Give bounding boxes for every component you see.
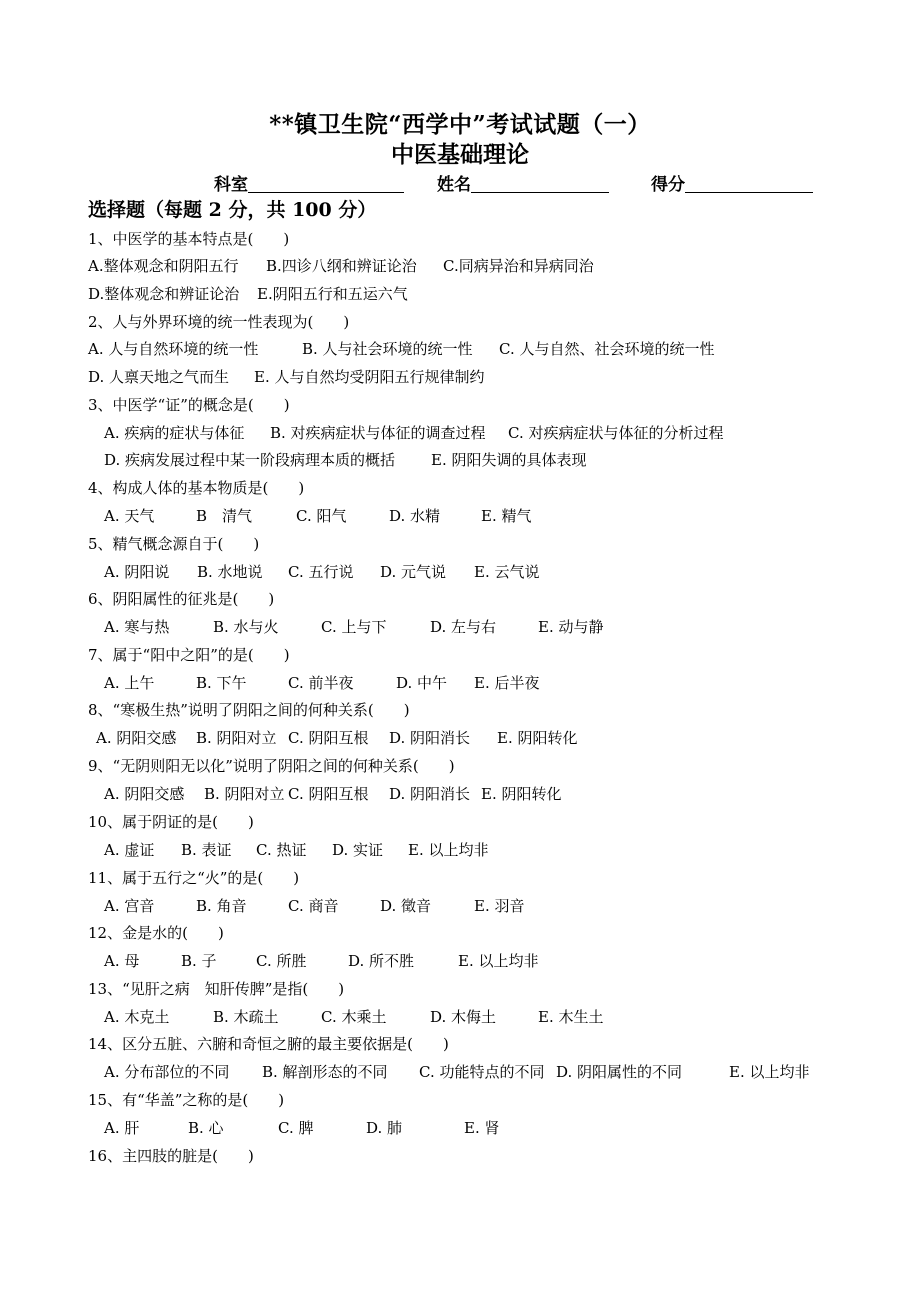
option-5-e[interactable]: E. 云气说	[474, 563, 540, 581]
option-10-b[interactable]: B. 表证	[181, 841, 232, 859]
option-14-b[interactable]: B. 解剖形态的不同	[262, 1063, 388, 1081]
question-stem-7: 7、属于“阳中之阳”的是( )	[88, 646, 290, 664]
option-7-a[interactable]: A. 上午	[104, 674, 155, 692]
score-label: 得分	[651, 175, 685, 195]
option-14-c[interactable]: C. 功能特点的不同	[419, 1063, 545, 1081]
question-stem-3: 3、中医学“证”的概念是( )	[88, 396, 290, 414]
option-7-b[interactable]: B. 下午	[196, 674, 247, 692]
option-9-c[interactable]: C. 阴阳互根	[288, 785, 369, 803]
name-label: 姓名	[437, 175, 471, 195]
option-10-c[interactable]: C. 热证	[256, 841, 307, 859]
option-6-b[interactable]: B. 水与火	[213, 618, 279, 636]
question-stem-8: 8、“寒极生热”说明了阴阳之间的何种关系( )	[88, 701, 410, 719]
option-9-e[interactable]: E. 阴阳转化	[481, 785, 562, 803]
option-4-e[interactable]: E. 精气	[481, 507, 532, 525]
option-14-a[interactable]: A. 分布部位的不同	[104, 1063, 230, 1081]
option-10-a[interactable]: A. 虚证	[104, 841, 155, 859]
option-6-a[interactable]: A. 寒与热	[104, 618, 170, 636]
option-13-e[interactable]: E. 木生土	[538, 1008, 604, 1026]
option-13-a[interactable]: A. 木克土	[104, 1008, 170, 1026]
name-field	[437, 170, 609, 195]
option-11-c[interactable]: C. 商音	[288, 897, 339, 915]
option-13-d[interactable]: D. 木侮土	[430, 1008, 497, 1026]
question-stem-12: 12、金是水的( )	[88, 924, 224, 942]
option-4-c[interactable]: C. 阳气	[296, 507, 347, 525]
option-15-d[interactable]: D. 肺	[366, 1119, 403, 1137]
option-2-c[interactable]: C. 人与自然、社会环境的统一性	[499, 340, 715, 358]
option-11-a[interactable]: A. 宫音	[104, 897, 155, 915]
question-stem-1: 1、中医学的基本特点是( )	[88, 230, 290, 248]
option-8-a[interactable]: A. 阴阳交感	[96, 729, 177, 747]
option-8-c[interactable]: C. 阴阳互根	[288, 729, 369, 747]
option-4-d[interactable]: D. 水精	[389, 507, 441, 525]
option-2-a[interactable]: A. 人与自然环境的统一性	[88, 340, 259, 358]
option-6-e[interactable]: E. 动与静	[538, 618, 604, 636]
option-5-d[interactable]: D. 元气说	[380, 563, 447, 581]
option-8-b[interactable]: B. 阴阳对立	[196, 729, 277, 747]
option-7-e[interactable]: E. 后半夜	[474, 674, 540, 692]
option-7-d[interactable]: D. 中午	[396, 674, 448, 692]
option-10-d[interactable]: D. 实证	[332, 841, 384, 859]
option-3-d[interactable]: D. 疾病发展过程中某一阶段病理本质的概括	[104, 451, 396, 469]
option-1-d[interactable]: D.整体观念和辨证论治	[88, 285, 240, 303]
option-12-d[interactable]: D. 所不胜	[348, 952, 415, 970]
name-blank[interactable]	[471, 174, 609, 193]
option-13-c[interactable]: C. 木乘土	[321, 1008, 387, 1026]
option-6-c[interactable]: C. 上与下	[321, 618, 387, 636]
option-1-c[interactable]: C.同病异治和异病同治	[443, 257, 594, 275]
option-8-e[interactable]: E. 阴阳转化	[497, 729, 578, 747]
score-field	[651, 170, 813, 195]
dept-blank[interactable]	[248, 174, 404, 193]
option-1-b[interactable]: B.四诊八纲和辨证论治	[266, 257, 417, 275]
option-8-d[interactable]: D. 阴阳消长	[389, 729, 471, 747]
option-12-c[interactable]: C. 所胜	[256, 952, 307, 970]
option-10-e[interactable]: E. 以上均非	[408, 841, 489, 859]
option-15-e[interactable]: E. 肾	[464, 1119, 500, 1137]
option-7-c[interactable]: C. 前半夜	[288, 674, 354, 692]
section-title: 选择题（每题 2 分，共 100 分）	[88, 199, 377, 221]
question-stem-5: 5、精气概念源自于( )	[88, 535, 260, 553]
option-4-a[interactable]: A. 天气	[104, 507, 155, 525]
option-9-a[interactable]: A. 阴阳交感	[104, 785, 185, 803]
option-12-b[interactable]: B. 子	[181, 952, 217, 970]
option-9-b[interactable]: B. 阴阳对立	[204, 785, 285, 803]
option-14-e[interactable]: E. 以上均非	[729, 1063, 810, 1081]
question-stem-15: 15、有“华盖”之称的是( )	[88, 1091, 285, 1109]
question-stem-14: 14、区分五脏、六腑和奇恒之腑的最主要依据是( )	[88, 1035, 449, 1053]
option-5-a[interactable]: A. 阴阳说	[104, 563, 170, 581]
question-stem-10: 10、属于阴证的是( )	[88, 813, 254, 831]
question-stem-13: 13、“见肝之病 知肝传脾”是指( )	[88, 980, 345, 998]
option-13-b[interactable]: B. 木疏土	[213, 1008, 279, 1026]
question-stem-2: 2、人与外界环境的统一性表现为( )	[88, 313, 350, 331]
option-2-e[interactable]: E. 人与自然均受阴阳五行规律制约	[254, 368, 485, 386]
option-2-d[interactable]: D. 人禀天地之气而生	[88, 368, 230, 386]
dept-field	[214, 170, 404, 195]
option-11-d[interactable]: D. 徵音	[380, 897, 432, 915]
question-stem-16: 16、主四肢的脏是( )	[88, 1147, 254, 1165]
option-15-a[interactable]: A. 肝	[104, 1119, 140, 1137]
option-12-e[interactable]: E. 以上均非	[458, 952, 539, 970]
option-15-b[interactable]: B. 心	[188, 1119, 224, 1137]
question-stem-6: 6、阴阳属性的征兆是( )	[88, 590, 275, 608]
option-3-a[interactable]: A. 疾病的症状与体征	[104, 424, 245, 442]
option-4-b[interactable]: B 清气	[196, 507, 253, 525]
option-3-b[interactable]: B. 对疾病症状与体征的调查过程	[270, 424, 486, 442]
option-11-e[interactable]: E. 羽音	[474, 897, 525, 915]
option-11-b[interactable]: B. 角音	[196, 897, 247, 915]
option-3-c[interactable]: C. 对疾病症状与体征的分析过程	[508, 424, 724, 442]
question-stem-4: 4、构成人体的基本物质是( )	[88, 479, 305, 497]
exam-title: **镇卫生院“西学中”考试试题（一）	[269, 111, 651, 138]
option-12-a[interactable]: A. 母	[104, 952, 140, 970]
exam-subtitle: 中医基础理论	[391, 141, 529, 168]
option-5-c[interactable]: C. 五行说	[288, 563, 354, 581]
option-1-a[interactable]: A.整体观念和阴阳五行	[88, 257, 239, 275]
option-1-e[interactable]: E.阴阳五行和五运六气	[257, 285, 408, 303]
option-2-b[interactable]: B. 人与社会环境的统一性	[302, 340, 473, 358]
option-15-c[interactable]: C. 脾	[278, 1119, 314, 1137]
option-14-d[interactable]: D. 阴阳属性的不同	[556, 1063, 683, 1081]
info-fields	[0, 170, 920, 196]
option-6-d[interactable]: D. 左与右	[430, 618, 497, 636]
question-stem-9: 9、“无阴则阳无以化”说明了阴阳之间的何种关系( )	[88, 757, 455, 775]
question-stem-11: 11、属于五行之“火”的是( )	[88, 869, 300, 887]
option-3-e[interactable]: E. 阴阳失调的具体表现	[431, 451, 587, 469]
score-blank[interactable]	[685, 174, 813, 193]
dept-label: 科室	[214, 175, 248, 195]
option-9-d[interactable]: D. 阴阳消长	[389, 785, 471, 803]
option-5-b[interactable]: B. 水地说	[197, 563, 263, 581]
